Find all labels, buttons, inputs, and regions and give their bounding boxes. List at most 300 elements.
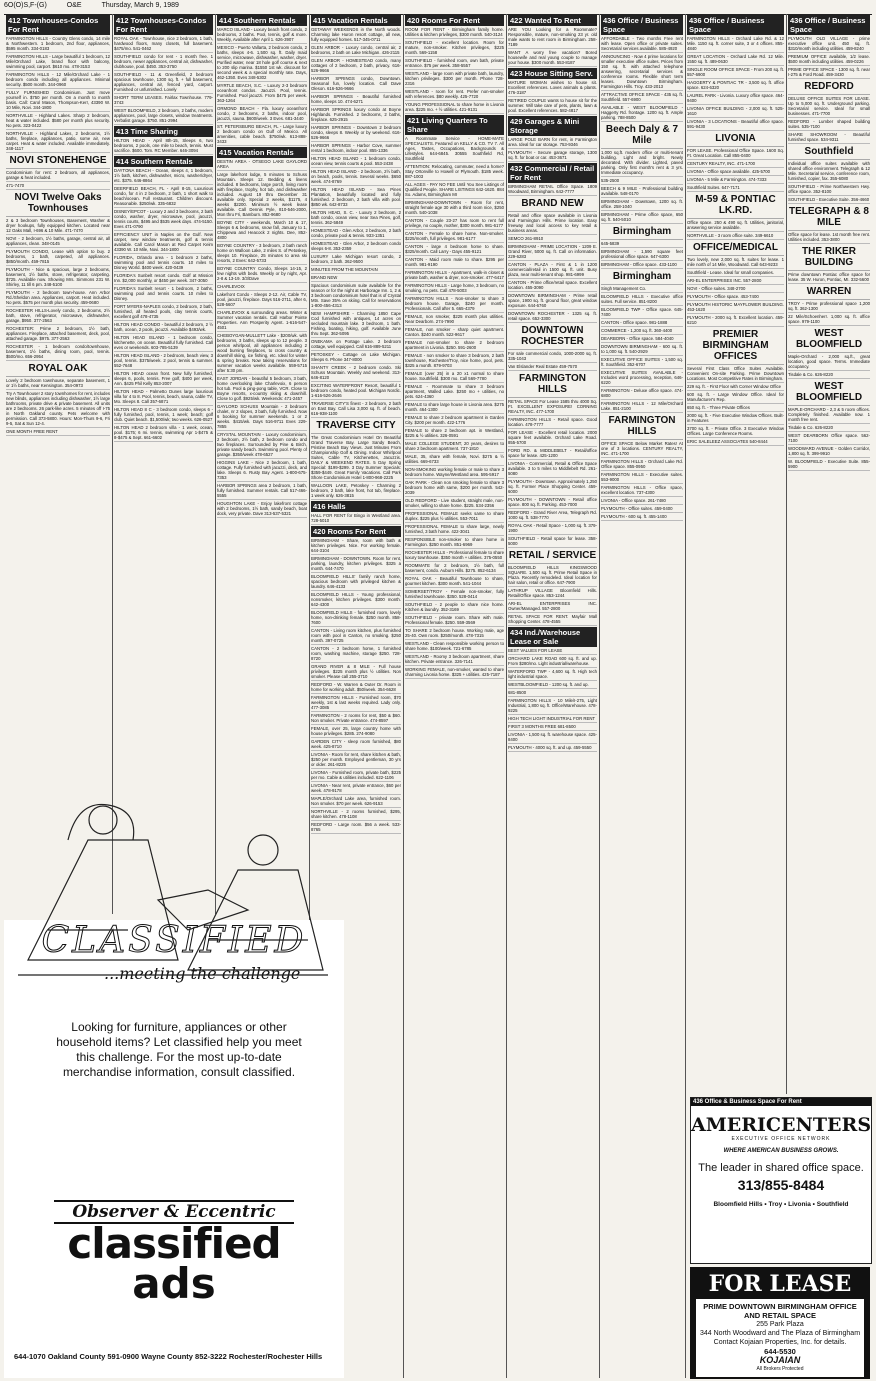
forlease-line4: Contact Kojaian Properties, Inc. for details.	[713, 1339, 847, 1346]
listing: LIVONIA - 5 Mile & Farmington. 474-7333	[687, 176, 784, 184]
listing: HILTON HEAD - April 8th-15, Sleeps 6, two bedrooms, 2 pools, one mile to beach, tennis. Must sacrifice. $600. Tom. RC Member. 646-3094	[114, 138, 213, 153]
listing: FEMALE to share large house in Livonia area. $275 month. 464-1300	[405, 402, 504, 412]
listing: PLYMOUTH - Office suites. 459-0400	[601, 505, 683, 513]
listing: BLOOMFIELD HILLS - Executive office suites. Full service. 851-8200	[601, 294, 683, 304]
americenters-ad	[690, 1097, 872, 1264]
listing: CANTON - PLAZA - First & 1 in 1200 commercial/retail in 1500 sq. ft. unit. Busy plaza, near multi-tenant shop. 981-6999	[508, 262, 597, 277]
listing: CANTON - Prime office/retail space. Excellent location. 455-3090	[508, 280, 597, 290]
listing: TROY - Prime professional space 1,200 sq. ft. 362-1300	[788, 301, 870, 311]
listing: Individual office suites available with shared office environment. Telegraph & 12 Mile. Secretarial service, conference room, furnished, copier, fax. 355-6080	[788, 161, 870, 181]
listing: PLYMOUTH - Downtown. Approximately 1,250 sq. ft. Former Place Shopping Center. 459-6000	[508, 479, 597, 494]
listing: 3700 sq. ft. - Private Office. 3 Executive Window Offices. Large Conference Rooms.	[687, 426, 784, 436]
listing: Lakefront Condo - Sleeps 2-12. Air, Cable TV, pool, jacuzzi, fireplace. Days 516-2711, after 6, 528-5607	[217, 292, 307, 307]
listing: 600 sq. ft. - Large Window Office. Ideal for Manufacturer's Rep.	[687, 392, 784, 402]
section-heading: Southfield	[788, 144, 870, 160]
listing: Maple-Orchard - 2,000 sq.ft., great location, good space. Terms. Immediate occupancy.	[788, 354, 870, 369]
listing: MYRTLE BEACH, S.C. - Luxury 2-3 bedroom oceanfront condos. Jacuzzi. Pool, tennis. Furnished. Pool jacuzzi. From $475 per week. 363-1264	[217, 83, 307, 103]
listing: DOWNTOWN BIRMINGHAM - 600 sq. ft. to 1,000 sq. ft. 540-2929	[601, 344, 683, 354]
listing: BLOOMFIELD HILLS - furnished room, lovely home, non-drinking female. $250 month. 858-7600	[311, 610, 401, 625]
listing: HILTON HEAD ISLAND - 2 bedroom, beach view, 3 pool, tennis. $375/week. 2 pool, tennis & summer. 552-7648	[114, 353, 213, 368]
listing: ALL AGES - PAY NO FEE Until You See Listings of Qualified People. SHARE LISTINGS 642-1620. 884 So. Adams, Birmingham MI	[405, 182, 504, 197]
section-heading: 422 Wanted To Rent	[508, 15, 597, 26]
listing: ARI-EL ENTERPRISES INC. 557-2800	[687, 277, 784, 285]
listing: REDFORD - Large room. $56 a week. 533-8765	[311, 822, 401, 832]
listing: FARMINGTON - Deluxe office space. 474-6800	[601, 388, 683, 398]
listing: WATERFORD TWP - 4,600 sq. ft. High tech light industrial space.	[508, 669, 597, 679]
section-heading: Beech Daly & 7 Mile	[601, 122, 683, 149]
listing: BLOOMFIELD TWP - Office space. 645-7400	[601, 307, 683, 317]
listing: DAYTONA BEACH - Ocean, sleeps 4, 1 bedroom, 1½ bath, kitchen, dishwasher, micro, washer/dryer, etc. $375. 646-8864	[114, 168, 213, 183]
listing: 1,000 sq.ft. modern office or multi-tenant building. Light and bright. Newly decorated. With divider. Lighted, paved parking. Only first month's rent & 3 yrs. Immediate occupancy.	[601, 150, 683, 175]
listing: HILTON HEAD ocean front. New fully furnished, sleeps 6, pools, tennis. Free golf, $400 per week, Ann. $425 Phil Kelly 853-2007	[114, 371, 213, 386]
listing: BRAND NEW	[311, 274, 401, 282]
listing: PLYMOUTH OLD VILLAGE - prime executive office unit. 450 sq. ft. $310/month including utilities. 459-8240	[788, 36, 870, 51]
listing: Southfield Suites. 647-7171	[687, 184, 784, 192]
listing: HILTON HEAD ISLAND - 2 bedroom, 2½ bath, on beach, pools, tennis. Several weeks. $650 week. 474-8769	[311, 169, 401, 184]
listing: CANTON - Maid room male to share. $295 per month. 981-9190	[405, 257, 504, 267]
observer-eccentric-logo	[54, 1200, 294, 1308]
listing: FARMINGTON HILLS - Furnished room, $70 weekly, 1st & last weeks required. Lady only. 477-3085	[311, 695, 401, 710]
listing: FARMINGTON HILLS - Orchard Lake Rd. & 12 Mile. 1150 sq. ft. corner suite, 3 or 4 offices. 855-4840	[687, 36, 784, 51]
listing: EXCITING WATERFRONT Resort, beautiful 1 bedroom condo, heated pool. Michigan Nordic. 1-616-526-2646	[311, 383, 401, 398]
listing: GREAT LOCATION - Orchard Lake Rd. 12 Mile. 1550 sq. ft. 489-0630	[687, 54, 784, 64]
page-number: 6O(O)S,F-(G)	[4, 2, 47, 9]
section-heading: 429 Garages & Mini Storage	[508, 116, 597, 136]
listing: ORMOND BEACH - Fla. luxury oceanfront condo, 2 bedrooms, 2 baths, indoor pool, jacuzzi, sauna. $600/week. 3 Eves. 681-3440	[217, 106, 307, 121]
listing: Office space. 250 & 490 sq. ft. Utilities, janitorial, answering service available.	[687, 220, 784, 230]
listing: ATTENTION: Relocating, commuter, need a home? Stay Ortonville to Howell or Plymouth. $185 week. 887-1003	[405, 164, 504, 179]
ameri-locations: Bloomfield Hills • Troy • Livonia • Southfield	[713, 1201, 849, 1208]
listing: ARE YOU Looking for a Roommate? Responsible, mature, non-smoking 23 yr. old male wants to rent room in Birmingham. 258-7189	[508, 27, 597, 47]
listing: FARMINGTON HILLS - Large beautiful 1 bedroom, 12 Mile/Orchard Lake, brand floor with balcony, swimming pool, carport. $610 mo. 478-3153	[6, 54, 110, 69]
listing: HILTON HEAD 2 bedroom villa - 1 week, ocean, pool. $175; 6 mi. tennis, swimming Apr 1-$475 & 8-$475 & Sept. 661-6602	[114, 425, 213, 440]
section-heading: 434 Ind./Warehouse Lease or Sale	[508, 627, 597, 647]
listing: BIRMINGHAM - DOWNTOWN. Room for rent, parking, laundry, kitchen privileges. $325 a month. 644-7470	[311, 556, 401, 571]
listing: EXECUTIVE OFFICE SUITES - 1,500 sq. ft. Southfield. 352-6707	[601, 357, 683, 367]
column-7	[599, 14, 686, 1378]
listing: CHARLEVOIX	[217, 283, 307, 291]
listing: CANTON - 2 bedroom home, 1 furnished room, washing machine, storage $250. 728-8720	[311, 646, 401, 661]
listing: Retail and office space available in Livonia and Farmington Hills. Prime location. Easy freeway and local access to key retail & business areas.	[508, 213, 597, 233]
listing: BOYNE COUNTRY - 3 bedroom, 2 bath ranch home on Walloon Lake, 2 miles S. of Petoskey, sleeps 10. Fireplace, 25 minutes to area ski resorts, 2 Eves: 642-5733	[217, 243, 307, 263]
listing: SEMCO 261-8910	[508, 235, 597, 243]
listing: ROCHESTER - 1 bedroom condo/townhouse, basement, 1½ baths, dining room, pool, tennis. $500/mo. 656-2954	[6, 344, 110, 359]
listing: HILTON HEAD ISLAND - Sea Pines Plantation, beautifully located and fully furnished. 2 bedroom, 2 bath villa with pool. $850 wk. 642-8733	[311, 187, 401, 207]
listing: BOYNE COUNTRY Condo, Sleeps 14-15, 2 few nights with beds. Weekly or by night, Apr. 2-8 & 13-19. 3/3/Dave	[217, 266, 307, 281]
listing: For sale commercial condo, 1000-2000 sq. ft. 335-1043	[508, 351, 597, 361]
listing: FEMALE non-smoker to share 2 bedroom apartment in Livonia. $250. 591-2600	[405, 340, 504, 350]
section-heading: 436 Office / Business Space	[788, 15, 870, 35]
listing: HARBOR SPRINGS luxury condo at Boyne Highlands. Furnished. 2 bedrooms, 2 baths, fireplace. 625-2915	[311, 107, 401, 122]
listing: WESTLAND - large room with private bath, laundry, kitchen privileges. $300 per month. Phone 728-2316	[405, 71, 504, 86]
section-heading: 421 Living Quarters To Share	[405, 115, 504, 135]
listing: BIRMINGHAM - Downtown, 1200 sq. ft. office. 258-1040	[601, 199, 683, 209]
section-heading: LIVONIA	[687, 131, 784, 147]
section-heading: THE RIKER BUILDING	[788, 244, 870, 271]
section-heading: 420 Rooms For Rent	[405, 15, 504, 26]
listing: FEMALE, over 25, large country home with house privileges. $285. 274-9080	[311, 726, 401, 736]
listing: WESTBLOOMFIELD - 1200 sq. ft. and up.	[508, 681, 597, 689]
section-heading: WARREN	[788, 284, 870, 300]
listing: LARGE POLE BARN for rent, in Farmington area. Ideal for car storage. 753-9346	[508, 137, 597, 147]
listing: BEST VALUES FOR LEASE	[508, 647, 597, 655]
section-heading: Birmingham	[601, 224, 683, 240]
listing: CRYSTAL MOUNTAIN - Luxury condominium, 2 bedroom, 2½ bath, 2 bedroom condo and two fireplaces. Surrounded by Pine & Birch, private sandy beach. Swimming pool. Plenty of garage. $350/week 478-6527	[217, 432, 307, 457]
listing: ROCHESTER HILLS - Professional female to share luxury townhouse. $350 month + utilities. 375-0550	[405, 550, 504, 560]
listing: WEST DEARBORN Office space. 562-7100	[788, 433, 870, 443]
listing: PLYMOUTH - Secure garage storage, 1300 sq. ft. for boat or car. 453-3671	[508, 150, 597, 160]
listing: NORTHVILLE - 2 rooms furnished, $295, share kitchen. 478-1108	[311, 809, 401, 819]
section-heading: 414 Southern Rentals	[217, 15, 307, 26]
listing: BEECH & 9 MILE - Professional building available. 548-0170	[601, 186, 683, 196]
listing: SINGLE ROOM OFFICE SPACE - From 200 sq. ft. 557-6900	[687, 67, 784, 77]
section-heading: WEST BLOOMFIELD	[788, 326, 870, 353]
listing: GETAWAY WEEKENDS in the North woods. Charming lake Huron resort cottage, all new, fully equipped homes. 517-345-0711	[311, 27, 401, 42]
section-heading: FARMINGTON HILLS	[508, 371, 597, 398]
listing: GARDEN CITY - sleep room furnished, $80 week. 425-8710	[311, 739, 401, 749]
listing: GLEN ARBOR - HOMESTEAD condo, many cottages of 2 bedroom, 2 bath, privacy. 616-526-9666	[311, 58, 401, 73]
listing: PLYMOUTH - 2 bedroom town-house. Ann Arbor Rd./Sheldon area. Appliances, carport. Heat included. No pets. $575 per month plus security. 459-0680	[6, 290, 110, 305]
listing: Lovely 2 bedroom townhouse, separate basement, 1 or 1½ baths, near Kensington. 354-0973	[6, 378, 110, 388]
listing: CHARLEVOIX & surrounding areas. Winter & Summer vacation rentals. Call Harbor Pointe Properties. Ann Prosperity Agent. 1-616-547-4501	[217, 310, 307, 330]
listing: NOVI - 2 bedroom, 1½ baths, garage, central air, all appliances, clean. 348-0145	[6, 236, 110, 246]
listing: HARBOR SPRINGS - Harbor Cove, summer rental 1 bedroom, indoor pool. 855-1336	[311, 143, 401, 153]
listing: 681-8500	[508, 689, 597, 697]
listing: ROYAL OAK - Townhouse, nice 2 bedroom, 1 bath, hardwood floors, many closets, full basement. $475/mo. 541-0462	[114, 36, 213, 51]
listing: LIVONIA - 1,500 sq. ft. warehouse space. 425-8400	[508, 732, 597, 742]
listing: RETIRED COUPLE wants to house sit for the summer. Will take care of pets, plants, lawn & pool. Excellent references. 582-4817	[508, 98, 597, 113]
listing: MAPLE/Orchard Lake area, furnished room. Non smoker. $70 per week. 626-9153	[311, 796, 401, 806]
column-8	[685, 14, 787, 1094]
listing: PLYMOUTH - DOWNTOWN - Retail office space. 800 sq. ft. Parking. 453-7000	[508, 497, 597, 507]
classified-phones: 644-1070 Oakland County 591-0900 Wayne County 852-3222 Rochester/Rochester Hills	[14, 1352, 323, 1361]
listing: HILTON HEAD, S. C. - Luxury 2 bedroom, 2 bath condo, ocean view, near Sea Pines, golf, tennis. 362-5849	[311, 210, 401, 225]
listing: FARMINGTON HILLS - Retail space. Good location. 478-7777	[508, 417, 597, 427]
listing: BIRMINGHAM-DOWNTOWN - Room for rent, straight female age 30 with a third room nice, $250 month. 540-1038	[405, 200, 504, 215]
listing: FARMINGTON HILLS - Orchard Lake Rd. Office space. 855-0950	[601, 459, 683, 469]
listing: HARBOR SPRINGS area 2 bedroom, 1 bath, fully furnished. Summer rentals. Call 517-466-5555	[217, 483, 307, 498]
listing: CANTON - large 4 bedroom home to share. $325/month. Call Larry - Days 455-9121	[405, 244, 504, 254]
listing: FEMALE - non smoker to share 3 bedroom, 2 bath townhouse, Rochester/Troy, nice home, pool, pets. $325 a month. 879-9703	[405, 353, 504, 368]
listing: GRAND RIVER & 8 MILE - Full house privileges. $225 month plus ½ utilities. Non smoker. Please call 255-3710	[311, 664, 401, 679]
listing: TO SHARE 2 bedroom house. Working male, age 25-40. Own room. $250/month. 478-7315	[405, 628, 504, 638]
listing: LUXURY Lake Michigan resort condo, 2 bedroom, 2 bath. 362-9500	[311, 254, 401, 264]
listing: AFFORDABLE - Two months Free rent with lease. Open office or private suites. Secretarial services available. 585-4920	[601, 36, 683, 51]
listing: FORT MYERS-NAPLES condo, 2 bedroom, 2 bath, furnished, all heated pools, clay tennis courts, excellent golf 478-4735	[114, 304, 213, 319]
listing: RETAIL SPACE For Lease 1585 thru 4000 Sq. Ft. EXCELLENT EXPOSURE! CORNING REALTY, INC. 477-1700	[508, 399, 597, 414]
listing: 229 sq. ft. - First Floor with Corner Window Office	[687, 383, 784, 391]
listing: ARI-EL ENTERPRISES INC. Owner/Managed. 557-2800	[508, 601, 597, 611]
listing: DOWNTOWN BIRMINGHAM - Prime retail space, 1900 sq. ft. ground floor, great window exposure. 644-6760	[508, 293, 597, 308]
listing: LIVONIA - Room for rent, share kitchen & bath, $250 per month. Employed gentleman, 30 yrs or older. 261-8225	[311, 752, 401, 767]
listing: SOUTHFIELD - furnished room, own bath, private entrance. $75 per week. 358-5557	[405, 58, 504, 68]
section-heading: 412 Townhouses-Condos For Rent	[114, 15, 213, 35]
office-illustration	[8, 780, 338, 980]
listing: Spacious condominium suite available for the season or for the night at Harborage Inn. 1, 2 & 3 bedroom condominium hotel that is of Crystal Mtn. Save 35% on skiing. Call for reservations 1-800-456-4313	[311, 283, 401, 308]
listing: YOUNG PROFESSIONAL to share home in Livonia area. $225 mo. + ½ utilities. 421-9131	[405, 102, 504, 112]
section-heading: 415 Vacation Rentals	[311, 15, 401, 26]
listing: Southfield - Lease. Ideal for small companies.	[687, 269, 784, 277]
section-heading: TRAVERSE CITY	[311, 418, 401, 434]
listing: LAUREL PARK - Livonia. Luxury office space. 464-9400	[687, 93, 784, 103]
listing: MINUTES FROM THE MOUNTAIN	[311, 266, 401, 274]
section-heading: M-59 & PONTIAC LK.RD.	[687, 192, 784, 219]
listing: WESTLAND - Clean responsible working person to share home. $100/week. 721-6785	[405, 641, 504, 651]
listing: A Roommate Service - HOME-MATE SPECIALISTS. Featured on KELLY & CO. TV 7. All Ages, Tastes, Occupations, Backgrounds & Lifestyles. 644-6845. 30555 Southfield Rd, Southfield	[405, 136, 504, 161]
listing: OFFICE SPACE Below Market Rates! At one of 3 locations. CENTURY REALTY, INC. 471-1700	[601, 441, 683, 456]
listing: PLYMOUTH - Nice & spacious, large 2 bedrooms, basement, 1½ baths, stove, refrigerator, carpeting. $725. Available now. Showing Mrs. Simmons 231 W. Shirley, 11 till 6 pm. 348-5100	[6, 267, 110, 287]
section-heading: BRAND NEW	[508, 196, 597, 212]
section-heading: NOVI Twelve Oaks Townhouses	[6, 190, 110, 217]
section-heading: 415 Vacation Rentals	[217, 147, 307, 158]
listing: Prime downtown Pontiac office space for lease. 35 W. Huron, Pontiac, MI. 332-5600	[788, 272, 870, 282]
listing: MALE, 35, share with female, Novi. $275 & ½ utilities. 669-6733	[405, 454, 504, 464]
listing: SOUTHFIELD - 11 & Greenfield, 2 bedroom spacious townhouse, 1300 sq. ft. + full basement, appliances, central air, fenced yard, carport. Furnished or unfurnished. Lovely	[114, 72, 213, 92]
listing: ROOM FOR RENT - Birmingham family home. Utilities & kitchen privileges, $300 month. 540-3124	[405, 27, 504, 37]
logo-ads: ads	[132, 1259, 216, 1308]
listing: FARMINGTON - 2 rooms for rent, $50 & $60. Non smoker. Private entrance. 474-8597	[311, 713, 401, 723]
listing: W. BLOOMFIELD - Executive Suite. 855-5900	[788, 459, 870, 469]
listing: ROYAL OAK - Beautiful Townhouse to share, gourmet kitchen. $300 month. 541-1044	[405, 576, 504, 586]
listing: GAYLORD SCHUSS Mountain - 2 bedroom chalet, nr 2 slopes, 3 bath, fully furnished. Now 6 booking for summer weekends. 1 or 2 weeks. $415/wk. Days 516-9711 Eves 229-7855	[217, 404, 307, 429]
listing: BLOOMFIELD HILLS - Young professional, nonsmoker, kitchen privileges. $300 month. 642-4300	[311, 592, 401, 607]
listing: HILTON HEAD ISLAND - 1 bedroom condo, kitchenette, on ocean. Beautiful fully furnished. Call eves or weekends. 603-785-5139	[114, 335, 213, 350]
listing: HILTON HEAD - Palmetto Dunes large luxurious villa for 4 to 8. Pool, tennis, beach, sauna, cable TV, Mo. Sleeps 8. Call 357-6871	[114, 389, 213, 404]
section-heading: 436 Office / Business Space	[601, 15, 683, 35]
listing: SOUTHFIELD - Prime Northwestern Hwy. office space. 352-8100	[788, 184, 870, 194]
listing: FARMINGTON HILLS - Apartment, walk-in closet & private bath, washer & dryer, non-smoker. 477-6417	[405, 270, 504, 280]
listing: BLOOMFIELD HILLS KINGSWOOD SQUARE. 1,500 sq. ft. Prime Retail Space in Plaza. Recently remodeled. Ideal location for hair salon, retail or office. 647-7900	[508, 565, 597, 585]
listing: CANTON - Living room kitchen, plus furnished room with pool in Canton, no smoking. $250 month. 397-0725	[311, 628, 401, 643]
forlease-phone: 644-5530	[764, 1347, 796, 1356]
column-6	[506, 14, 600, 1378]
listing: HALL FOR RENT for Bingo in Westland area. 728-5010	[311, 513, 401, 523]
listing: TRAVERSE CITY'S finest - 2 bedroom, 2 bath on East Bay. Call Lisa 3,000 sq. ft. of beach. 616-938-1100	[311, 401, 401, 416]
listing: HOMESTEAD - Glen Arbor, 2 bedroom, 2 bath condo, private pool & tennis. 933-1351	[311, 228, 401, 238]
classified-subtitle: ...meeting the challenge	[104, 964, 301, 983]
classified-promo	[4, 920, 344, 1378]
listing: BIRMINGHAM - Prime office space, 650 sq. ft. 540-5010	[601, 212, 683, 222]
listing: Singh Management Co.	[601, 285, 683, 293]
listing: Try A Townhouse! 2 story townhomes for rent, includes new blinds, appliances including dishwasher, 1½ large bathrooms, private drive & private basement. All units are 2 bedrooms. 26 park-like acres. 5 minutes off I-75 in North Oakland county. Pets welcome with permission. Call 373-5800. Hours: Mon-Thurs 9-6, Fri 9-5, Sat & Sun 12-4.	[6, 391, 110, 426]
listing: BLOOMFIELD HILLS' family ranch home, spacious bedroom with privileged kitchen & laundry. 646-4133	[311, 574, 401, 589]
listing: NON-SMOKING working female or male to share 3 bedroom home. Wayne/Westland area. 595-5917	[405, 467, 504, 477]
column-1	[4, 14, 113, 914]
listing: ONEKAMA on Portage Lake. 2 bedroom cottage, well equipped. Call 616-889-5211	[311, 339, 401, 349]
listing: RETAIL SPACE FOR RENT. Mayfair Mall Shopping Center. 478-4555	[508, 614, 597, 624]
listing: LIVONIA - 3 LOCATIONS - Beautiful office space. 591-9430	[687, 119, 784, 129]
section-heading: 413 Time Sharing	[114, 126, 213, 137]
forlease-line1: PRIME DOWNTOWN BIRMINGHAM OFFICE AND RETAIL SPACE	[703, 1302, 857, 1320]
listing: ORCHARD LAKE ROAD 600 sq. ft. and up. From $280/mo. Light industrial/warehouse.	[508, 656, 597, 666]
listing: LIVONIA - Office space available. 425-5700	[687, 168, 784, 176]
listing: SHARE SHOWROOM - Beautiful furnished space. 534-9311	[788, 132, 870, 142]
section-heading: 420 Rooms For Rent	[311, 526, 401, 537]
listing: EFFICIENCY UNIT in Naples on the Gulf. New carpet, new window treatments, golf & tennis available. Call Carol Mason at Red Carpet Keim 43390 W. 10 Mile, Novi. 344-1800	[114, 232, 213, 252]
ameri-lead: The leader in shared office space.	[698, 1162, 864, 1174]
listing: LIVONIA - Office space. 261-7480	[601, 497, 683, 505]
listing: HAGGERTY & PONTIAC TR - 3,500 sq. ft. office space. 624-6320	[687, 80, 784, 90]
listing: FARMINGTON HILLS - Non-smoker to share 3 bedroom house. Garage, $240 per month. Professionals. Call after 5. 665-4379	[405, 296, 504, 311]
listing: ERIC SALELEEZ ASSOCIATES 540-8444	[687, 438, 784, 446]
listing: WESTLAND - Roomy 3 bedroom apartment, share kitchen. Private entrance. 326-7141	[405, 654, 504, 664]
listing: WOODWARD AVENUE - Golden Corridor, 1,800 sq. ft. 399-9910	[788, 446, 870, 456]
listing: BIRMINGHAM - Share, room with bath & kitchen privileges. Nice. For working female. 644-3104	[311, 538, 401, 553]
listing: HIGGINS LAKE - Nice 2 bedroom, 1 bath, cottage. Fully furnished with jacuzzi, deck, and lake. Sleeps 6. Rusty Bay Agent. 1-800-675-7353	[217, 460, 307, 480]
section-heading: 423 House Sitting Serv.	[508, 68, 597, 79]
listing: SHANTY CREEK - 2 bedroom condo. Ski Schuss Mountain. Weekly and weekend. 313-646-8120	[311, 365, 401, 380]
listing: LATHRUP VILLAGE Bloomfield Hills. Retail/Office space. 853-1244	[508, 588, 597, 598]
listing: HARBOR SPRINGS condo, Downtown. Seasonal fun, lovely location. Call Dave Oleson. 616-526-9666	[311, 76, 401, 91]
listing: FLORIDA, Orlando area - 1 bedroom 2 baths, swimming pool and tennis courts. 10 miles to Disney World. $400 week. 420-0439	[114, 255, 213, 270]
listing: FORD RD. & MIDDLEBELT - Retail/office space for lease. 425-1200	[508, 448, 597, 458]
listing: PLYMOUTH - 2000 sq. ft. Excellent location. 459-6210	[687, 315, 784, 325]
section-heading: 432 Commercial / Retail For Rent	[508, 163, 597, 183]
kojaian-sub: All Brokers Protected	[756, 1366, 804, 1372]
listing: FULLY FURNISHED Condominium. Just move yourself in. $750 per month. On a month to month basis. Call: Carol Mason, Thompson-Kerr, 43390 W. 10 Mile, Novi. 344-1800	[6, 90, 110, 110]
listing: CHEBOYGAN-MULLETT Lake - $200/wk. with bedrooms, 3 baths, sleeps up to 12 people. 3 person whirlpool, all appliances including 2 wood burning fireplaces, to cross country & downhill skiing, ice fishing, etc. Ideal for winter & spring breaks. Now taking reservations for summer vacation weeks available. 559-5715 after 5:30 pm.	[217, 333, 307, 373]
listing: PREMIUM OFFICE available, 1/2 lease. $500 month including utilities. 459-0226	[788, 54, 870, 64]
listing: MARCO ISLAND - Luxury beach front condo, 2 bedrooms, 2 baths. Pool, tennis, golf & more. Weekly, Available after April 1. 626-3907	[217, 27, 307, 42]
listing: Office space for lease. 1st month free rent. Utilities included. 353-3800	[788, 232, 870, 242]
listing: FARMINGTON HILLS - 10 Mile/I-275, Light Industrial, 1,800 sq. ft. Office/Warehouse. 478-9225	[508, 698, 597, 713]
classified-title: CLASSIFIED	[41, 920, 307, 961]
listing: DOWNTOWN ROCHESTER - 1325 sq. ft. retail space. 652-3300	[508, 311, 597, 321]
section-heading: DOWNTOWN ROCHESTER	[508, 323, 597, 350]
listing: SOMERSET/TROY - Female non-smoker, fully furnished townhouse. $350. 528-0414	[405, 589, 504, 599]
publication-date: Thursday, March 9, 1989	[101, 2, 179, 9]
listing: CANTON - Office space. 981-1888	[601, 319, 683, 327]
listing: SOUTHFIELD - private room. Share with male. Professional female. $250. 559-3569	[405, 615, 504, 625]
listing: Tisdale & Co. 626-8220	[788, 424, 870, 432]
listing: 2 & 3 bedroom Townhouses, Basement, Washer & dryer hookups, fully equipped kitchen. Located near 12 Oaks Mall, I-696 & 10 Mile. 471-7470	[6, 218, 110, 233]
listing: 535-2500	[601, 177, 683, 185]
listing: NEW HAMPSHIRE - Charming 1850 Cape Cod furnished with antiques, 14 acres on secluded mountain lake. 3 bedroom, 1 bath. Fishing, boating, hiking, golf. Available June thru Sept. 362-5095	[311, 311, 401, 336]
listing: FOR LEASE - Excellent retail location. 2000 square feet available. Orchard Lake Road. 855-5700	[508, 430, 597, 445]
listing: FEMALE, non smoker - sharp quiet apartment. Canton. $240 month. 522-9617	[405, 327, 504, 337]
listing: HILTON HEAD CONDO - beautiful 2 bedroom, 2 ½ bath, ocean, 2 pools, jacuzzi. Available $493/wk.	[114, 322, 213, 332]
section-heading: REDFORD	[788, 79, 870, 95]
classified-body: Looking for furniture, appliances or other household items? Let classified help you meet this challenge. For the most up-to-date merchandise information, consult classified.	[56, 1020, 302, 1079]
listing: HARBOR SPRINGS - Beautiful furnished home, sleeps 10. 474-6271	[311, 94, 401, 104]
listing: FEMALE - Roommate to share 3 bedroom apartment, Walled Lake. $250 mo + utilities, no pets. 624-4360	[405, 384, 504, 399]
listing: NORTHVILLE - 3 room office suite. 349-6610	[687, 232, 784, 240]
forlease-line2: 255 Park Plaza	[756, 1321, 804, 1328]
section-heading: PREMIER BIRMINGHAM OFFICES	[687, 327, 784, 365]
listing: COMMERCE - 1,200 sq. ft. 360-4400	[601, 327, 683, 335]
listing: ATTRACTIVE OFFICE SPACE - 435 sq. ft. Southfield. 557-6900	[601, 92, 683, 102]
listing: ROCHESTER: Prime 2 bedroom, 1½ bath, appliances. Fireplace, attached basement, deck, pool, attached garage. $975. 377-2563	[6, 326, 110, 341]
listing: EXECUTIVE SUITES AVAILABLE - Includes word processing, reception, 646-6220	[601, 370, 683, 385]
listing: HILTON HEAD 8 C - 3 bedroom condo, sleeps 6 - fully furnished, pool, tennis, 1 week; beach; golf club. Quiet beach. $1,500/wk; two weeks. 626-0527	[114, 407, 213, 422]
listing: CENTURY REALTY, INC. 471-1700	[687, 160, 784, 168]
section-heading: 416 Halls	[311, 501, 401, 512]
section-heading: Birmingham	[601, 269, 683, 285]
column-9	[786, 14, 872, 1094]
listing: DEARBORN - Office space. 584-4040	[601, 335, 683, 343]
listing: MEXICO - Puerto Vallarta, 2 bedroom condo, 2 baths, sleeps 4-6. 1,500 sq. ft. Daily maid service, microwave, dishwasher, washer, dryer. Purified water, near 18 hole golf course & next to 200 slip marina. $1550 1st wk. discount for second week & a special monthly rate. Days, 462-1350. Eves 348-5302	[217, 45, 307, 80]
forlease-body	[696, 1299, 864, 1377]
section-heading: RETAIL / SERVICE	[508, 548, 597, 564]
section-heading: NOVI STONEHENGE	[6, 153, 110, 169]
listing: NORTHVILLE - Highland Lakes. Sharp 2 bedroom, heat & water included. $580 per month plus security. No pets. 323-0422	[6, 113, 110, 128]
listing: PETOSKEY - Cottage on Lake Michigan. Sleeps 6. Phone 347-8000	[311, 352, 401, 362]
listing: MAPLE-ORCHARD - 2,3 & 5 room offices. Completely finished. Available now. 1 month free rent.	[788, 407, 870, 422]
listing: FARMINGTON HILLS - Office space, excellent location. 737-4300	[601, 485, 683, 495]
listing: HARBOR SPRINGS - Downtown 2 bedroom condo, sleeps 8. Weekly or by weekend. 616-526-9666	[311, 125, 401, 140]
listing: Condominium for rent: 2 bedroom, all appliances, garage & heat included.	[6, 170, 110, 180]
listing: LIVONIA - Near rent, private entrance, $60 per week. 478-9178	[311, 783, 401, 793]
listing: BIRMINGHAM - 1,590 square feet professional office space. 647-6300	[601, 249, 683, 259]
listing: WORKING FEMALE, non-smoker, wanted to share charming Livonia home. $325 + utilities. 425-7187	[405, 667, 504, 677]
ameri-logo: AMERICENTERS	[691, 1114, 872, 1136]
ameri-logo-sub: EXECUTIVE OFFICE NETWORK	[731, 1136, 831, 1142]
listing: The Great Condominium Hotel On Beautiful Grand Traverse Bay. Large Sandy Beach, Pristine Beach Bay Views. Just Minutes From Championship Golf & Dining. Indoor Whirlpool Suites, Cable TV, Kitchenettes, Jacuzzis. DAILY & WEEKEND RATES. 5 Day Spring Special: $199-$299. 3 Day Summer Specials: $359-$449. Great Family Vacations. Call Park Shore Condominium Hotel 1-800-968-2225	[311, 435, 401, 480]
listing: AVAILABLE - WEST BLOOMFIELD - Haggerty Rd. frontage. 1200 sq. ft. Ample parking. 788-8500	[601, 105, 683, 120]
listing: ROYAL OAK - Retail Space - 1,000 sq. ft. 379-1900	[508, 523, 597, 533]
listing: HOMESTEAD - Glen Arbor, 2 bedroom condo sleeps 6-8. 353-2359	[311, 241, 401, 251]
listing: FLORIDA's Sunbelt resort - 1 bedroom, 2 baths, swimming pool and tennis courts. 10 miles to Disney.	[114, 286, 213, 301]
listing: FIRST 3 MONTHS FREE 681-8500	[508, 723, 597, 731]
listing: HIGH TECH LIGHT INDUSTRIAL FOR RENT	[508, 716, 596, 721]
listing: 645-5839	[601, 240, 683, 248]
listing: OLD REDFORD - Live student, straight male, non-smoker, willing to share home. $225. 534-2356	[405, 498, 504, 508]
listing: 22 Mile/Schoenherr. 1,000 sq. ft. office space. 979-1100	[788, 314, 870, 324]
listing: FLORIDA's Sunbelt resort condo. Golf at Mission Inn. $2,000 monthly, or $450 per week. 347-3050	[114, 273, 213, 283]
listing: ANNOUNCING - Now 4 prime locations for smaller executive office suites. Prices from 150 sq. ft. with attached telephone answering, secretarial services & conference rooms. Flexible short term leases. Downtown Birmingham. Farmington Hills. Troy. 433-2013	[601, 54, 683, 89]
ameri-phone: 313/855-8484	[737, 1177, 825, 1193]
forlease-line3: 344 North Woodward and The Plaza of Birmingham	[699, 1330, 861, 1337]
listing: 471-7470	[6, 182, 110, 190]
listing: PRIME OFFICE SPACE - 1300 sq. ft. near I-275 & Ford Road. 459-3430	[788, 67, 870, 77]
listing: LIVONIA - Commercial, Retail & Office Space available. 3 to 5 miles to Middlebelt Rd. 261-5080	[508, 461, 597, 476]
listing: PLYMOUTH CONDO, Lease with option to buy. 2 bedrooms, 1 bath, carpeted, all appliances. $850/month. 459-7815	[6, 249, 110, 264]
listing: Van Elslander Real Estate 459-7570	[508, 363, 597, 371]
kojaian-logo: KOJAIAN	[759, 1355, 801, 1365]
listing: REDFORD - W. Warren & Outer Dr. Room in home for working adult. $50/week. 354-6628	[311, 682, 401, 692]
listing: PROFESSIONAL FEMALE to share large, newly furnished, 3 bath home. 422-3041	[405, 524, 504, 534]
listing: FARMINGTON HILLS - 12 Mile/Orchard Lake. 851-2100	[601, 401, 683, 411]
listing: HOUGHTON LAKE - Enjoy lakefront cottage with 2 bedrooms, 1½ bath, sandy beach, boat dock, very private. Dave 313-537-5321	[217, 501, 307, 516]
listing: FEMALE, non smoker, $225 month plus utilities. Near Dearborn. 274-7990	[405, 314, 504, 324]
listing: BOYNE CITY - weekends, March 10 & 17, Sleeps 6 & bedrooms, snow fall, January to 1, Chippewa and Heacock 2 nights. Dee, 852-4800	[217, 220, 307, 240]
publication-name: O&E	[66, 2, 82, 9]
listing: SOUTHFIELD - Retail space for lease. 358-5000	[508, 536, 597, 546]
kojaian-ad	[690, 1267, 870, 1379]
section-heading: TELEGRAPH & 8 MILE	[788, 204, 870, 231]
listing: ONE MONTH FREE RENT	[6, 428, 110, 436]
listing: SOUTHFIELD - Executive Suite. 356-4660	[788, 197, 870, 202]
listing: FEMALE to share 2 bedroom apt. in Westland, $225 & ½ utilities. 326-0591	[405, 428, 504, 438]
listing: PLYMOUTH - 4000 sq. ft. and up. 459-5550	[508, 744, 597, 752]
listing: DELUXE OFFICE SUITES FOR LEASE. Up to 5,000 sq. ft. Underground parking. Secretarial service. Ideal for small businesses. 471-7700	[788, 96, 870, 116]
section-heading: 414 Southern Rentals	[114, 156, 213, 167]
section-heading: FARMINGTON HILLS	[601, 413, 683, 440]
listing: OAK PARK - Clean non smoking female to share 3 bedroom home with same, $200 per month. 542-2039	[405, 480, 504, 495]
listing: FARMINGTON HILLS - 12 Mile/Orchard Lake - 1 bedroom condo including all appliances. Minimal security. $500 month. 344-0960	[6, 72, 110, 87]
listing: REDFORD - Grand River Area, Telegraph Rd. 1000 sq. ft. 538-7770	[508, 510, 597, 520]
listing: MATURE WOMAN wishes to house sit. Excellent references. Loves animals & plants. 476-3187	[508, 80, 597, 95]
listing: BIRMINGHAM - Office space. 433-1100	[601, 261, 683, 269]
listing: MALE COLLEGE STUDENT, 20 years, desires to share 2 bedroom apartment. 737-1810	[405, 441, 504, 451]
listing: EAST JORDAN - beautiful 5 bedroom, 3 bath, home overlooking lake Charlevoix, 6 person hot tub. Pool & ping-pong table, VCR. Close to Boyne resorts, x-country skiing & downhill. Close to golf. $925/wk. Weekends: 471-2457	[217, 376, 307, 401]
listing: GLEN ARBOR - Luxury condo, central air, 2 bedrooms, 2 bath on Lake Michigan. 426-2115	[311, 45, 401, 55]
listing: NORTHVILLE - Highland Lakes, 2 bedrooms, 1½ baths, fireplace, appliances, patio, some air, new carpet. Heat & water included. Available immediately. 348-1117	[6, 131, 110, 151]
forlease-title: FOR LEASE	[708, 1271, 852, 1297]
listing: Two lovely, new 2,000 sq. ft. suites for lease. 1 mile north of 14 Mile, Woodward. Call 643-9233	[687, 257, 784, 267]
listing: FEMALE (over 25) in a 20 x1 normal to share house. Southfield. $300 mo. Call 569-7780	[405, 371, 504, 381]
listing: FARMINGTON HILLS - Large home, 3 bedroom, no smoking, no pets. Call 478-5003	[405, 283, 504, 293]
